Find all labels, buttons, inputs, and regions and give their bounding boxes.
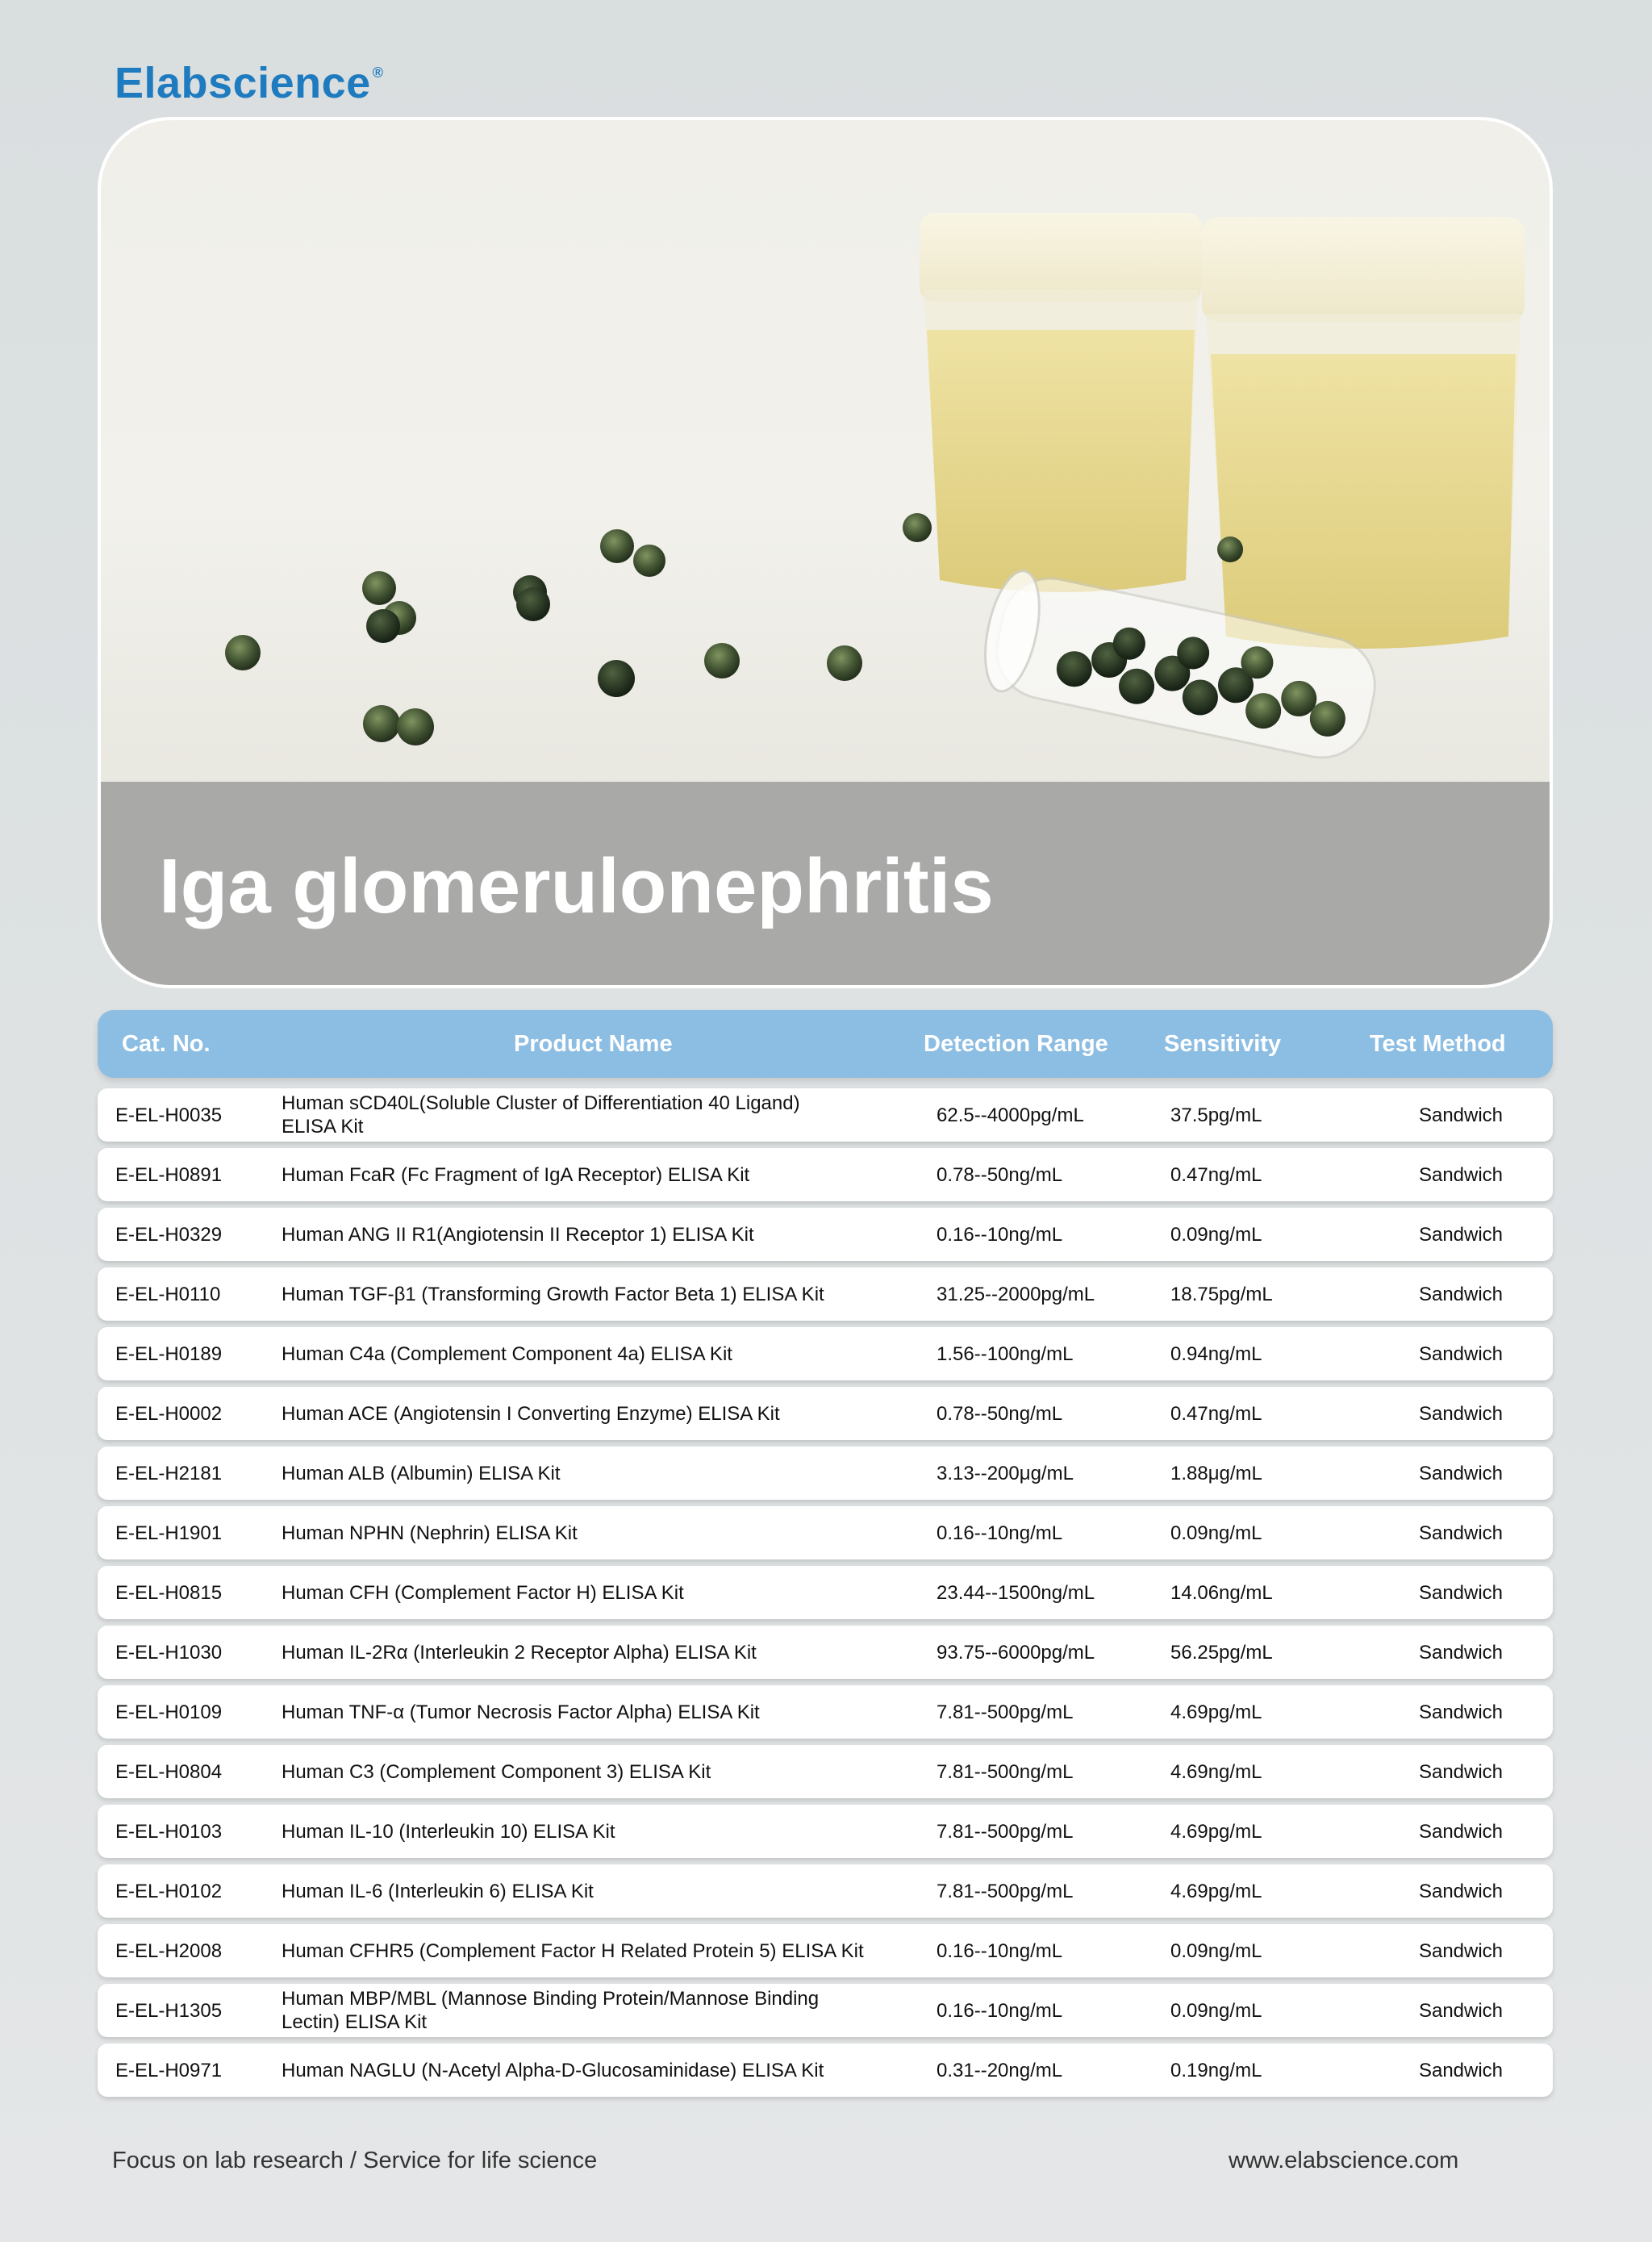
product-name-cell	[282, 1506, 927, 1559]
sensitivity-cell: 0.09ng/mL	[1170, 1522, 1262, 1544]
test-method-cell: Sandwich	[1418, 1760, 1504, 1783]
detection-range-cell: 7.81--500pg/mL	[937, 1701, 1074, 1723]
test-method-cell: Sandwich	[1418, 1462, 1504, 1484]
detection-range-cell: 0.16--10ng/mL	[937, 1999, 1063, 2022]
table-row	[98, 1506, 1553, 1559]
test-method-cell: Sandwich	[1418, 1402, 1504, 1425]
table-row	[98, 1387, 1553, 1440]
sensitivity-cell: 4.69pg/mL	[1170, 1880, 1262, 1902]
sensitivity-cell: 18.75pg/mL	[1170, 1283, 1273, 1305]
test-method-cell: Sandwich	[1418, 1163, 1504, 1186]
sensitivity-cell: 56.25pg/mL	[1170, 1641, 1273, 1664]
detection-range-cell: 31.25--2000pg/mL	[937, 1283, 1095, 1305]
product-name-cell	[282, 1745, 927, 1798]
product-name-cell	[282, 1984, 927, 2037]
detection-range-cell: 93.75--6000pg/mL	[937, 1641, 1095, 1664]
sensitivity-cell: 37.5pg/mL	[1170, 1104, 1262, 1126]
detection-range-cell: 0.78--50ng/mL	[937, 1402, 1063, 1425]
product-name-line: Human C4a (Complement Component 4a) ELISA Kit	[282, 1342, 732, 1365]
test-method-cell: Sandwich	[1418, 1641, 1504, 1664]
table-row	[98, 1566, 1553, 1619]
cat-no-cell: E-EL-H1305	[115, 1999, 223, 2022]
product-name-line: Human sCD40L(Soluble Cluster of Differentiation 40 Ligand)	[282, 1092, 800, 1114]
cat-no-cell: E-EL-H0109	[115, 1701, 223, 1723]
test-method-cell: Sandwich	[1418, 2059, 1504, 2081]
sensitivity-cell: 0.47ng/mL	[1170, 1163, 1262, 1186]
detection-range-cell: 62.5--4000pg/mL	[937, 1104, 1084, 1126]
cat-no-cell: E-EL-H1901	[115, 1522, 223, 1544]
detection-range-cell: 0.78--50ng/mL	[937, 1163, 1063, 1186]
table-row	[98, 1088, 1553, 1142]
sensitivity-cell: 14.06ng/mL	[1170, 1581, 1273, 1604]
test-method-cell: Sandwich	[1418, 1223, 1504, 1246]
header-product-name: Product Name	[514, 1031, 673, 1057]
test-method-cell: Sandwich	[1418, 1581, 1504, 1604]
product-name-line: Human TNF-α (Tumor Necrosis Factor Alpha) ELISA Kit	[282, 1701, 760, 1723]
test-method-cell: Sandwich	[1418, 1283, 1504, 1305]
product-name-cell	[282, 1208, 927, 1261]
product-name-line: Lectin) ELISA Kit	[282, 2011, 428, 2033]
product-name-line: Human MBP/MBL (Mannose Binding Protein/Mannose Binding	[282, 1988, 820, 2010]
cat-no-cell: E-EL-H0103	[115, 1820, 223, 1843]
product-name-line: Human CFH (Complement Factor H) ELISA Kit	[282, 1581, 684, 1604]
product-name-cell	[282, 1626, 927, 1679]
cat-no-cell: E-EL-H0804	[115, 1760, 223, 1783]
product-name-line: Human TGF-β1 (Transforming Growth Factor Beta 1) ELISA Kit	[282, 1283, 824, 1305]
table-row	[98, 1805, 1553, 1858]
detection-range-cell: 3.13--200μg/mL	[937, 1462, 1074, 1484]
header-sensitivity: Sensitivity	[1164, 1031, 1282, 1057]
test-method-cell: Sandwich	[1418, 1522, 1504, 1544]
product-name-cell	[282, 1685, 927, 1739]
detection-range-cell: 1.56--100ng/mL	[937, 1342, 1074, 1365]
product-name-cell	[282, 1805, 927, 1858]
registered-mark: ®	[372, 65, 384, 81]
product-name-line: ELISA Kit	[282, 1116, 364, 1138]
detection-range-cell: 0.16--10ng/mL	[937, 1522, 1063, 1544]
test-method-cell: Sandwich	[1418, 1104, 1504, 1126]
product-name-cell	[282, 1327, 927, 1380]
sensitivity-cell: 0.09ng/mL	[1170, 1939, 1262, 1962]
cat-no-cell: E-EL-H0110	[115, 1283, 221, 1305]
sensitivity-cell: 4.69pg/mL	[1170, 1820, 1262, 1843]
brand-logo	[115, 58, 383, 108]
test-method-cell: Sandwich	[1418, 1999, 1504, 2022]
product-name-cell	[282, 1148, 927, 1201]
table-header	[98, 1010, 1553, 1078]
test-method-cell: Sandwich	[1418, 1701, 1504, 1723]
product-name-line: Human CFHR5 (Complement Factor H Related Protein 5) ELISA Kit	[282, 1939, 864, 1962]
cat-no-cell: E-EL-H0815	[115, 1581, 223, 1604]
test-method-cell: Sandwich	[1418, 1880, 1504, 1902]
urine-cup-right	[1202, 217, 1525, 649]
cat-no-cell: E-EL-H2008	[115, 1939, 223, 1962]
table-row	[98, 2044, 1553, 2097]
table-row	[98, 1745, 1553, 1798]
cat-no-cell: E-EL-H0102	[115, 1880, 223, 1902]
product-name-cell	[282, 2044, 927, 2097]
header-test-method: Test Method	[1370, 1031, 1506, 1057]
detection-range-cell: 0.16--10ng/mL	[937, 1223, 1063, 1246]
detection-range-cell: 7.81--500pg/mL	[937, 1880, 1074, 1902]
cat-no-cell: E-EL-H1030	[115, 1641, 223, 1664]
sensitivity-cell: 0.94ng/mL	[1170, 1342, 1262, 1365]
sensitivity-cell: 4.69pg/mL	[1170, 1701, 1262, 1723]
product-name-line: Human IL-6 (Interleukin 6) ELISA Kit	[282, 1880, 594, 1902]
sensitivity-cell: 0.09ng/mL	[1170, 1223, 1262, 1246]
product-name-cell	[282, 1267, 927, 1321]
table-row	[98, 1327, 1553, 1380]
test-method-cell: Sandwich	[1418, 1820, 1504, 1843]
sensitivity-cell: 0.47ng/mL	[1170, 1402, 1262, 1425]
sensitivity-cell: 0.19ng/mL	[1170, 2059, 1262, 2081]
cat-no-cell: E-EL-H2181	[115, 1462, 223, 1484]
table-row	[98, 1685, 1553, 1739]
table-row	[98, 1924, 1553, 1977]
product-name-cell	[282, 1924, 927, 1977]
product-name-cell	[282, 1447, 927, 1500]
sensitivity-cell: 0.09ng/mL	[1170, 1999, 1262, 2022]
product-name-line: Human ACE (Angiotensin I Converting Enzyme) ELISA Kit	[282, 1402, 780, 1425]
table-row	[98, 1626, 1553, 1679]
product-name-cell	[282, 1566, 927, 1619]
cat-no-cell: E-EL-H0891	[115, 1163, 223, 1186]
urine-cup-left	[920, 213, 1202, 592]
test-method-cell: Sandwich	[1418, 1342, 1504, 1365]
cat-no-cell: E-EL-H0189	[115, 1342, 223, 1365]
test-method-cell: Sandwich	[1418, 1939, 1504, 1962]
table-row	[98, 1148, 1553, 1201]
cat-no-cell: E-EL-H0971	[115, 2059, 223, 2081]
detection-range-cell: 23.44--1500ng/mL	[937, 1581, 1095, 1604]
table-row	[98, 1864, 1553, 1918]
detection-range-cell: 7.81--500pg/mL	[937, 1820, 1074, 1843]
table-row	[98, 1208, 1553, 1261]
brand-name: Elabscience	[115, 59, 371, 107]
header-cat-no: Cat. No.	[122, 1031, 211, 1057]
detection-range-cell: 7.81--500ng/mL	[937, 1760, 1074, 1783]
product-name-cell	[282, 1864, 927, 1918]
page-title: Iga glomerulonephritis	[159, 843, 994, 929]
hero-banner	[98, 117, 1553, 988]
table-row	[98, 1447, 1553, 1500]
product-name-line: Human IL-10 (Interleukin 10) ELISA Kit	[282, 1820, 615, 1843]
sensitivity-cell: 1.88μg/mL	[1170, 1462, 1262, 1484]
product-name-line: Human C3 (Complement Component 3) ELISA Kit	[282, 1760, 711, 1783]
cat-no-cell: E-EL-H0329	[115, 1223, 223, 1246]
product-name-line: Human NAGLU (N-Acetyl Alpha-D-Glucosaminidase) ELISA Kit	[282, 2059, 824, 2081]
table-row	[98, 1984, 1553, 2037]
header-detection-range: Detection Range	[924, 1031, 1108, 1057]
detection-range-cell: 0.31--20ng/mL	[937, 2059, 1063, 2081]
product-name-line: Human FcaR (Fc Fragment of IgA Receptor) ELISA Kit	[282, 1163, 750, 1186]
product-name-line: Human NPHN (Nephrin) ELISA Kit	[282, 1522, 578, 1544]
product-name-line: Human IL-2Rα (Interleukin 2 Receptor Alpha) ELISA Kit	[282, 1641, 757, 1664]
cat-no-cell: E-EL-H0002	[115, 1402, 223, 1425]
detection-range-cell: 0.16--10ng/mL	[937, 1939, 1063, 1962]
footer-tagline: Focus on lab research / Service for life science	[112, 2148, 598, 2173]
footer-website[interactable]: www.elabscience.com	[1229, 2148, 1459, 2173]
sensitivity-cell: 4.69ng/mL	[1170, 1760, 1262, 1783]
cat-no-cell: E-EL-H0035	[115, 1104, 223, 1126]
product-name-line: Human ANG II R1(Angiotensin II Receptor 1) ELISA Kit	[282, 1223, 754, 1246]
table-row	[98, 1267, 1553, 1321]
product-name-line: Human ALB (Albumin) ELISA Kit	[282, 1462, 561, 1484]
product-name-cell	[282, 1088, 927, 1142]
product-name-cell	[282, 1387, 927, 1440]
